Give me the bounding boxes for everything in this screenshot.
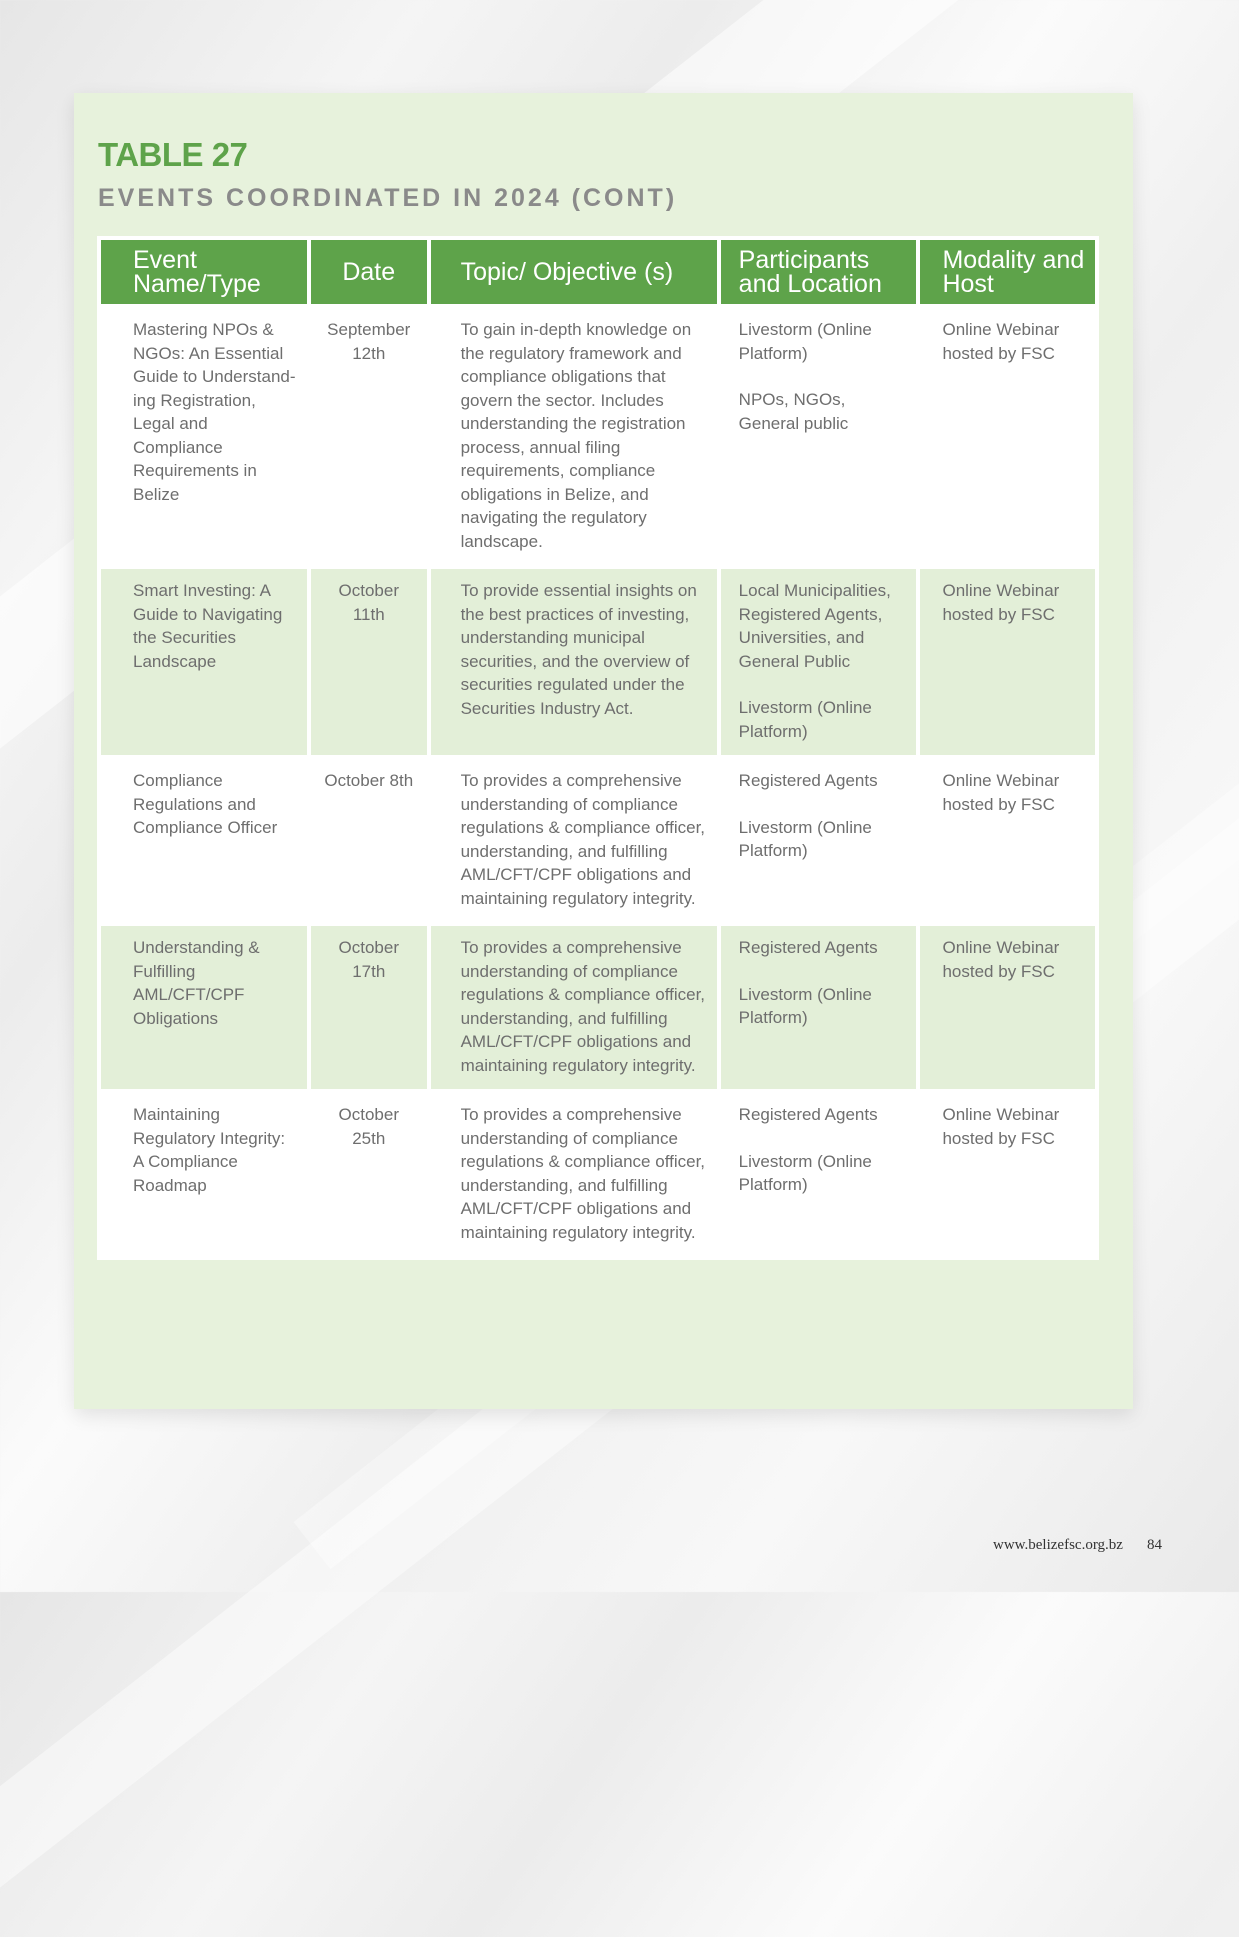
date-cell: September 12th (327, 320, 411, 363)
modality-cell: Online Webinar hosted by FSC (920, 569, 1095, 755)
participants-cell (721, 308, 917, 565)
topic-cell: To provides a comprehensive understanding of compliance regulations & compliance officer, understanding, and fulfilling AML/CFT/CPF obligations and maintaining regulatory integrity. (460, 771, 706, 908)
event-name-cell: Compliance Regulations and Compliance Officer (133, 771, 278, 837)
table-header-row (101, 240, 1095, 304)
table-title: EVENTS COORDINATED IN 2024 (CONT) (98, 184, 678, 212)
participants-line: Livestorm (Online Platform) (738, 698, 872, 741)
topic-cell: To provides a comprehensive understanding of compliance regulations & compliance officer, understanding, and fulfilling AML/CFT/CPF obligations and maintaining regulatory integrity. (460, 1105, 706, 1242)
date-cell: October 8th (324, 771, 414, 790)
event-name-cell: Understanding & Fulfilling AML/CFT/CPF Obligations (101, 926, 307, 1089)
column-header-date: Date (311, 240, 427, 304)
column-header-modality: Modality and Host (920, 240, 1095, 304)
modality-cell: Online Webinar hosted by FSC (942, 320, 1060, 363)
participants-line: Livestorm (Online Platform) (738, 1151, 872, 1194)
footer-website-link[interactable]: www.belizefsc.org.bz (993, 1537, 1123, 1553)
event-name-cell: Smart Investing: A Guide to Navigating the Securities Landscape (101, 569, 307, 755)
participants-line: Livestorm (Online Platform) (738, 984, 872, 1027)
participants-line: Registered Agents (738, 1105, 878, 1124)
events-table (97, 236, 1099, 1260)
participants-line: Registered Agents (738, 771, 878, 790)
column-header-topic: Topic/ Objective (s) (431, 240, 717, 304)
participants-line: Livestorm (Online Platform) (738, 320, 872, 363)
participants-line: Registered Agents (738, 938, 878, 957)
topic-cell: To provide essential insights on the best practices of investing, understanding municipal securities, and the overview of securities regulated under the Securities Industry Act. (431, 569, 717, 755)
page-number: 84 (1147, 1537, 1162, 1553)
topic-cell: To provides a comprehensive understanding of compliance regulations & compliance officer, understanding, and fulfilling AML/CFT/CPF obligations and maintaining regulatory integrity. (431, 926, 717, 1089)
event-name-cell: Maintaining Regulatory Integrity: A Compliance Roadmap (133, 1105, 286, 1195)
table-row (101, 569, 1095, 755)
participants-cell (721, 569, 917, 755)
date-cell: October 25th (338, 1105, 399, 1148)
modality-cell: Online Webinar hosted by FSC (942, 771, 1060, 814)
date-cell: October 11th (311, 569, 427, 755)
participants-cell (721, 759, 917, 922)
participants-cell (721, 926, 917, 1089)
table-row (101, 1093, 1095, 1256)
event-name-cell: Mastering NPOs & NGOs: An Essential Guide to Understand-ing Registration, Legal and Compliance Requirements in Belize (133, 320, 296, 504)
participants-line: Livestorm (Online Platform) (738, 817, 872, 860)
table-row (101, 759, 1095, 922)
table-row (101, 308, 1095, 565)
column-header-participants: Participants and Location (721, 240, 917, 304)
modality-cell: Online Webinar hosted by FSC (920, 926, 1095, 1089)
participants-line: NPOs, NGOs, General public (738, 390, 849, 433)
table-number: TABLE 27 (98, 136, 248, 173)
date-cell: October 17th (311, 926, 427, 1089)
column-header-event: Event Name/Type (101, 240, 307, 304)
participants-line: Local Municipalities, Registered Agents, Universities, and General Public (738, 581, 891, 671)
modality-cell: Online Webinar hosted by FSC (942, 1105, 1060, 1148)
table-row (101, 926, 1095, 1089)
topic-cell: To gain in-depth knowledge on the regulatory framework and compliance obligations that govern the sector. Includes understanding the registration process, annual filing requirements, compliance obligations in Belize, and navigating the regulatory landscape. (460, 320, 692, 551)
participants-cell (721, 1093, 917, 1256)
